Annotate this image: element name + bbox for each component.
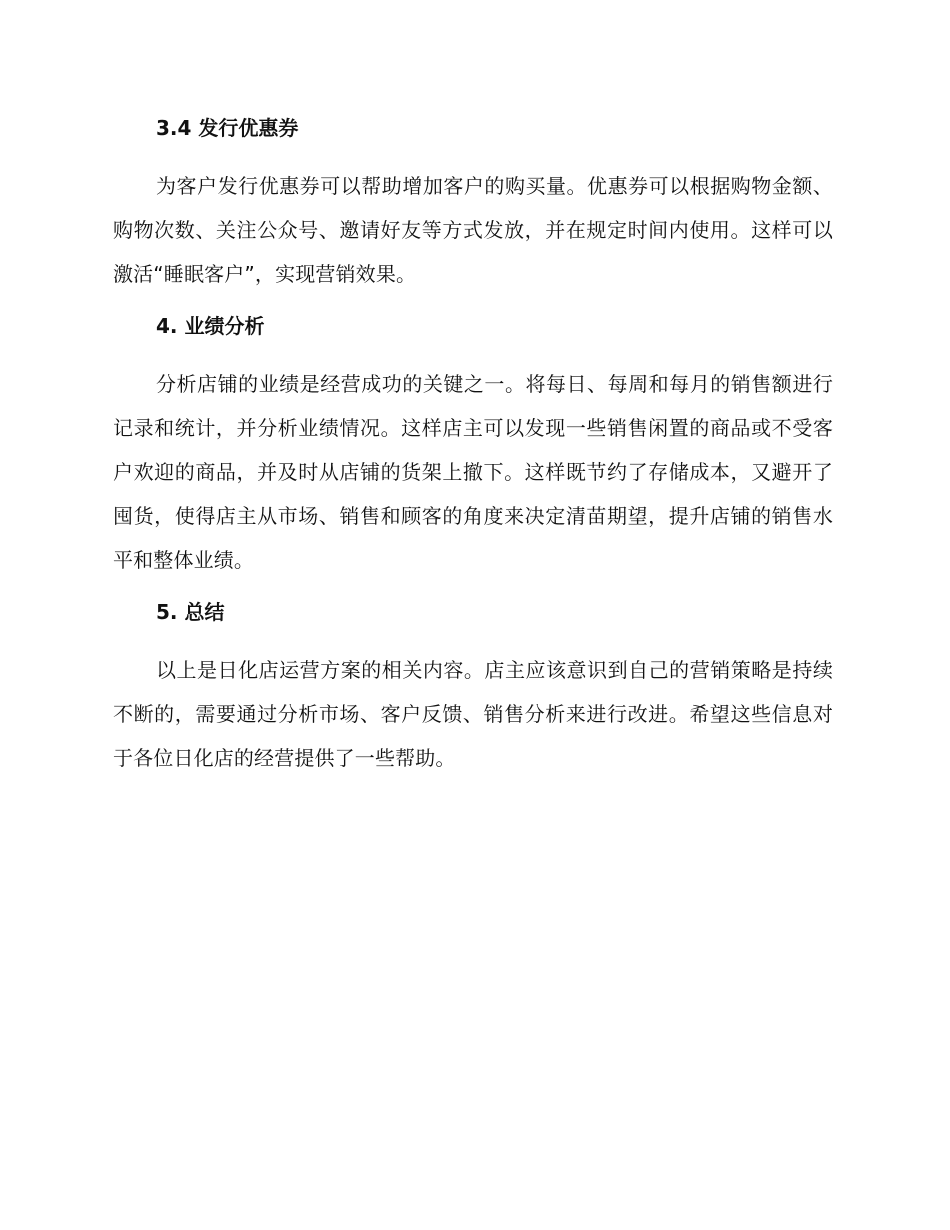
section-heading: 3.4 发行优惠券 — [156, 116, 299, 140]
document-page — [113, 112, 833, 780]
section-coupons — [113, 112, 833, 296]
section-paragraph: 以上是日化店运营方案的相关内容。店主应该意识到自己的营销策略是持续不断的，需要通过分析市场、客户反馈、销售分析来进行改进。希望这些信息对于各位日化店的经营提供了一些帮助。 — [113, 658, 833, 770]
section-paragraph: 分析店铺的业绩是经营成功的关键之一。将每日、每周和每月的销售额进行记录和统计，并分析业绩情况。这样店主可以发现一些销售闲置的商品或不受客户欢迎的商品，并及时从店铺的货架上撤下。这样既节约了存储成本，又避开了囤货，使得店主从市场、销售和顾客的角度来决定清苗期望，提升店铺的销售水平和整体业绩。 — [113, 372, 833, 572]
section-heading: 4. 业绩分析 — [156, 314, 265, 338]
section-heading: 5. 总结 — [156, 600, 225, 624]
section-summary — [113, 596, 833, 780]
section-paragraph: 为客户发行优惠券可以帮助增加客户的购买量。优惠券可以根据购物金额、购物次数、关注公众号、邀请好友等方式发放，并在规定时间内使用。这样可以激活“睡眠客户”，实现营销效果。 — [113, 174, 833, 286]
section-performance-analysis — [113, 310, 833, 582]
